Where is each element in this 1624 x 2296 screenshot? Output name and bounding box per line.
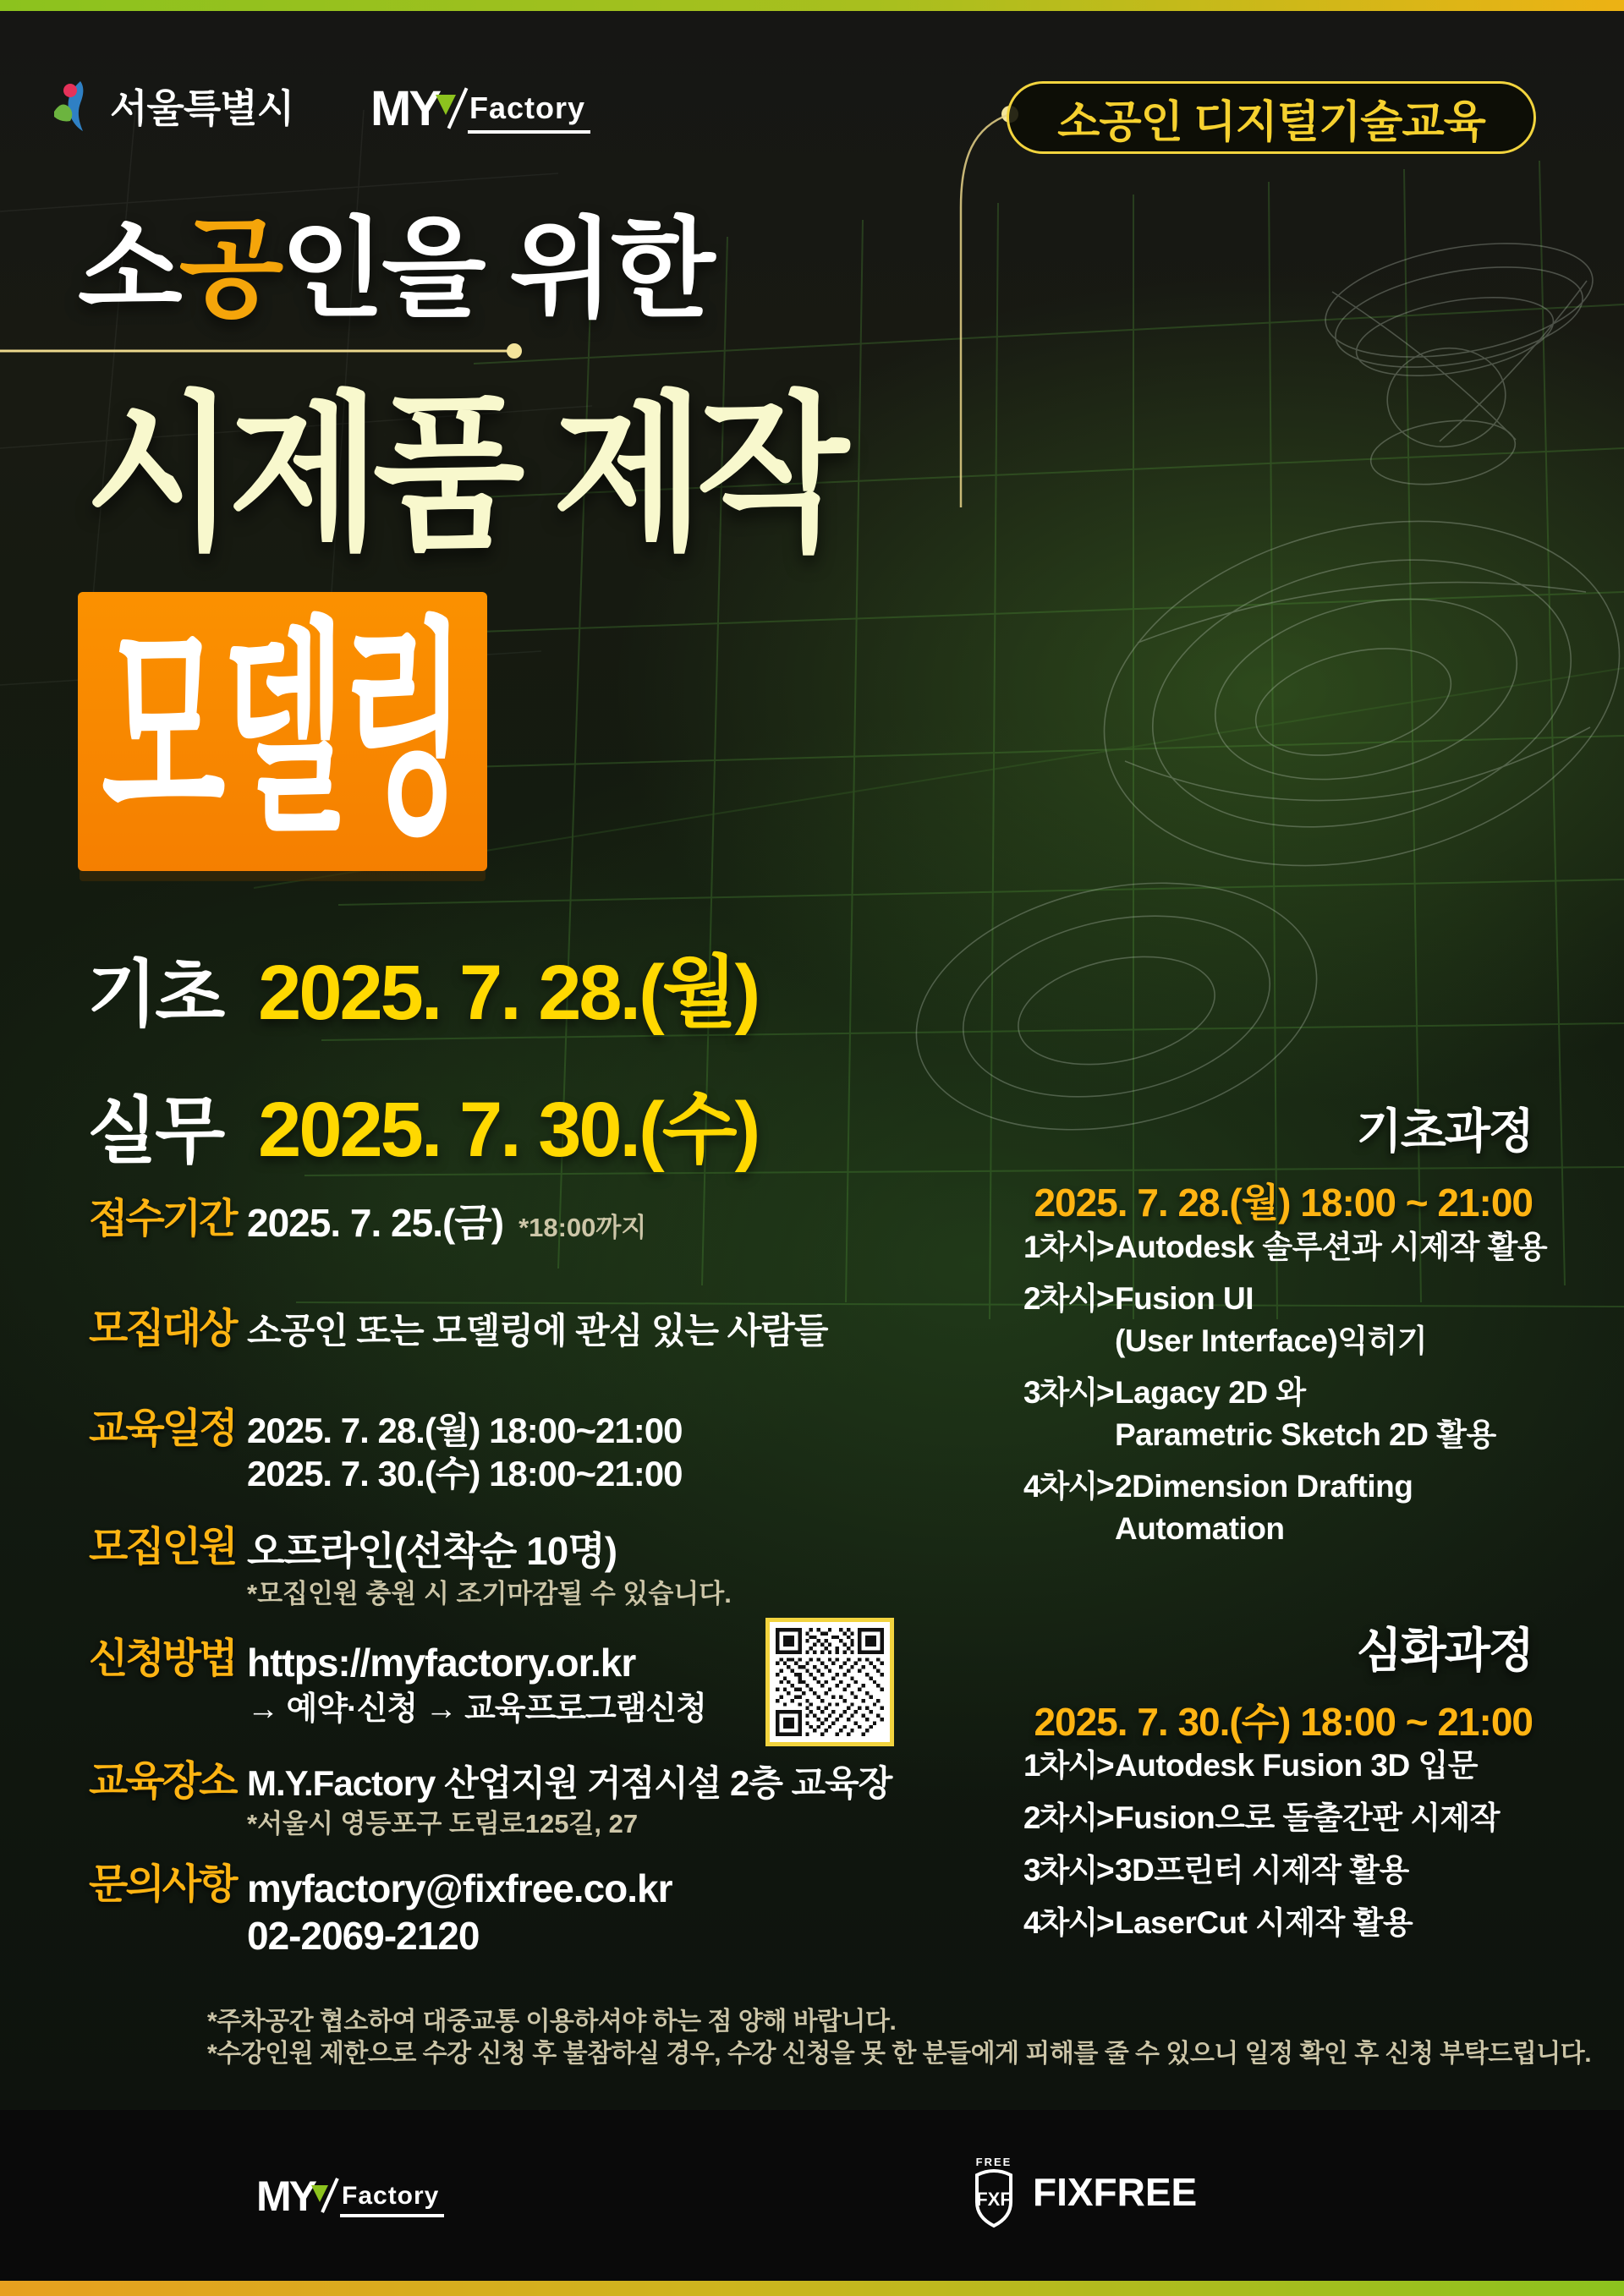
basic-course-header <box>846 1094 1533 1228</box>
fixfree-logo-text: FIXFREE <box>1033 2170 1198 2214</box>
title-line1-highlight: 공 <box>178 209 281 330</box>
footnote-line2: *수강인원 제한으로 수강 신청 후 불참하실 경우, 수강 신청을 못 한 분들에게 피해를 줄 수 있으니 일정 확인 후 신청 부탁드립니다. <box>207 2039 1592 2068</box>
session-text: (User Interface)익히기 <box>1115 1323 1428 1358</box>
advanced-course-sessions <box>1023 1747 1565 1957</box>
schedule-line2: 2025. 7. 30.(수) 18:00~21:00 <box>247 1454 683 1494</box>
session-item <box>1023 1466 1565 1550</box>
session-number: 3차시> <box>1023 1375 1113 1410</box>
info-row-schedule <box>89 1406 1019 1495</box>
info-label-schedule: 교육일정 <box>89 1406 236 1451</box>
session-item <box>1023 1852 1565 1889</box>
session-item <box>1023 1800 1565 1837</box>
session-number: 2차시> <box>1023 1800 1113 1835</box>
session-number: 4차시> <box>1023 1469 1113 1504</box>
session-text: Lagacy 2D 와 <box>1115 1375 1306 1410</box>
capacity-note: *모집인원 충원 시 조기마감될 수 있습니다. <box>247 1579 732 1609</box>
info-label-capacity: 모집인원 <box>89 1525 236 1570</box>
advanced-course-title: 심화과정 <box>1356 1624 1533 1677</box>
schedule-line1: 2025. 7. 28.(월) 18:00~21:00 <box>247 1411 683 1450</box>
svg-text:FXF: FXF <box>976 2189 1012 2210</box>
info-row-contact <box>89 1862 1019 1959</box>
fixfree-logo <box>968 2155 1197 2229</box>
session-item <box>1023 1278 1565 1362</box>
title-line1-pre: 소 <box>78 209 179 330</box>
session-text: Fusion UI <box>1115 1281 1254 1316</box>
footnote-line1: *주차공간 협소하여 대중교통 이용하셔야 하는 점 양해 바랍니다. <box>207 2008 897 2036</box>
location-note: *서울시 영등포구 도림로125길, 27 <box>247 1809 639 1839</box>
advanced-course-header <box>846 1614 1533 1747</box>
title-line3-text: 모델링 <box>101 604 464 858</box>
title-line1-post: 인을 위한 <box>280 209 712 330</box>
location-value: M.Y.Factory 산업지원 거점시설 2층 교육장 <box>247 1763 892 1803</box>
info-label-location: 교육장소 <box>89 1759 236 1804</box>
session-text: Autodesk Fusion 3D 입문 <box>1115 1748 1478 1783</box>
capacity-value: 오프라인(선착순 10명) <box>247 1529 617 1573</box>
myfactory-logo-my: MY <box>370 81 439 136</box>
info-row-target <box>89 1309 1019 1352</box>
session-item <box>1023 1904 1565 1942</box>
basic-course-title: 기초과정 <box>1356 1104 1533 1158</box>
info-label-contact: 문의사항 <box>89 1862 236 1907</box>
myfactory-logo-factory: Factory <box>468 93 590 134</box>
info-label-reception-period: 접수기간 <box>89 1197 236 1241</box>
title-line2: 시제품 제작 <box>85 381 842 569</box>
session-text: Fusion으로 돌출간판 시제작 <box>1115 1800 1500 1835</box>
session-text: 2Dimension Drafting <box>1115 1469 1413 1504</box>
date-row-practical <box>87 1067 758 1179</box>
session-text: 3D프린터 시제작 활용 <box>1115 1853 1409 1888</box>
footer <box>0 2110 1624 2281</box>
reception-period-note: *18:00까지 <box>518 1213 647 1242</box>
date-label-practical: 실무 <box>87 1091 223 1172</box>
title-line1 <box>78 209 712 330</box>
session-number: 4차시> <box>1023 1905 1113 1940</box>
seoul-city-logo <box>52 78 294 134</box>
session-text: Parametric Sketch 2D 활용 <box>1115 1417 1496 1452</box>
reception-period-value: 2025. 7. 25.(금) <box>247 1201 504 1245</box>
info-label-target: 모집대상 <box>89 1307 236 1351</box>
date-value-basic: 2025. 7. 28.(월) <box>258 950 759 1036</box>
date-value-practical: 2025. 7. 30.(수) <box>258 1087 759 1173</box>
date-label-basic: 기초 <box>87 954 223 1035</box>
program-category-badge <box>1007 81 1536 154</box>
session-number: 1차시> <box>1023 1748 1113 1783</box>
session-number: 1차시> <box>1023 1230 1113 1264</box>
info-label-apply-method: 신청방법 <box>89 1636 236 1681</box>
svg-text:FREE: FREE <box>975 2156 1012 2168</box>
date-row-basic <box>87 930 758 1042</box>
seoul-logo-text: 서울특별시 <box>110 86 294 130</box>
info-row-location <box>89 1759 1019 1840</box>
session-number: 3차시> <box>1023 1853 1113 1888</box>
contact-phone: 02-2069-2120 <box>247 1914 480 1959</box>
myfactory-triangle-icon <box>436 95 456 115</box>
apply-steps: → 예약·신청 → 교육프로그램신청 <box>247 1691 706 1728</box>
top-gradient-bar <box>0 0 1624 11</box>
myfactory-logo <box>370 81 590 136</box>
session-text: LaserCut 시제작 활용 <box>1115 1905 1413 1940</box>
myfactory-logo-my: MY <box>256 2173 315 2220</box>
advanced-course-datetime: 2025. 7. 30.(수) 18:00 ~ 21:00 <box>1034 1700 1533 1744</box>
apply-url[interactable]: https://myfactory.or.kr <box>247 1641 636 1685</box>
wireframe-3d-shapes <box>893 225 1624 1164</box>
session-number: 2차시> <box>1023 1281 1113 1316</box>
contact-email: myfactory@fixfree.co.kr <box>247 1866 672 1910</box>
info-row-capacity <box>89 1527 1019 1610</box>
footnotes <box>207 2006 1591 2069</box>
target-value: 소공인 또는 모델링에 관심 있는 사람들 <box>247 1311 828 1351</box>
program-category-badge-text: 소공인 디지털기술교육 <box>1057 97 1485 147</box>
session-text: Autodesk 솔루션과 시제작 활용 <box>1115 1230 1548 1264</box>
myfactory-footer-logo <box>256 2173 444 2220</box>
session-item <box>1023 1747 1565 1784</box>
session-item <box>1023 1372 1565 1456</box>
basic-course-sessions <box>1023 1226 1565 1559</box>
seoul-symbol-icon <box>52 79 96 132</box>
title-line3-box <box>78 592 487 871</box>
bottom-gradient-bar <box>0 2281 1624 2296</box>
session-item <box>1023 1226 1565 1269</box>
basic-course-datetime: 2025. 7. 28.(월) 18:00 ~ 21:00 <box>1034 1181 1533 1225</box>
session-text: Automation <box>1115 1511 1285 1546</box>
fixfree-shield-icon <box>968 2155 1019 2229</box>
myfactory-logo-factory: Factory <box>340 2184 444 2217</box>
